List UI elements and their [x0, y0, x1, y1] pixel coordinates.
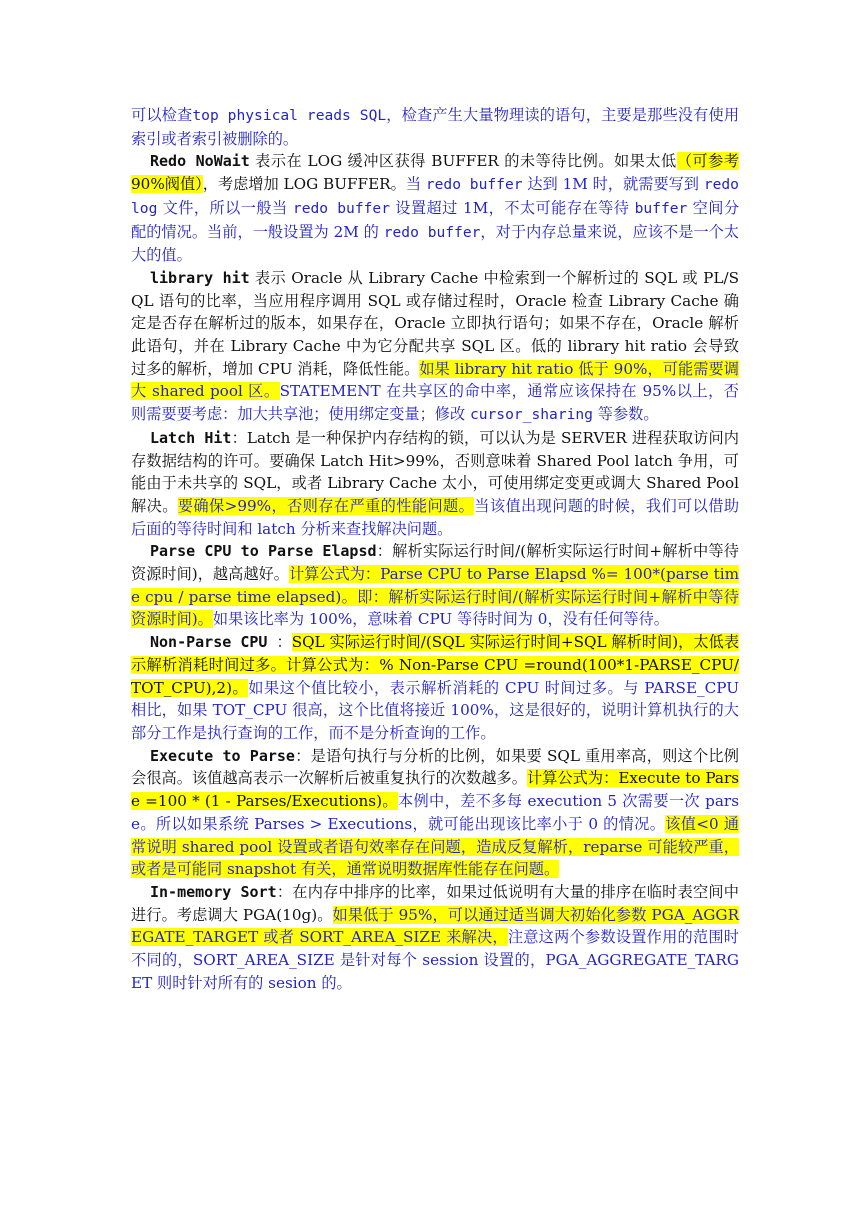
text-segment: 计算公式为：Parse CPU to Parse Elapsd %= 100*(parse time cpu / parse time elapsed)。即：解析实际运行时间/(解析实际运行时间+解析中等待资源时间)。	[131, 565, 739, 629]
text-segment: STATEMENT 在共享区的命中率，通常应该保持在 95%以上，否则需要要考虑：加大共享池；使用绑定变量；修改	[131, 382, 739, 424]
paragraph-library-hit	[131, 267, 739, 427]
term-label: Non-Parse CPU	[150, 633, 277, 652]
text-segment: 设置超过 1M，不太可能存在等待	[390, 198, 635, 217]
paragraph-redo-nowait	[131, 150, 739, 267]
text-segment: redo buffer	[383, 223, 481, 241]
paragraph-physical-reads	[131, 104, 739, 150]
text-segment: 该值<0 通常说明 shared pool 设置或者语句效率存在问题，造成反复解析，reparse 可能较严重，或者是可能同 snapshot 有关，通常说明数据库性能存在问题。	[131, 814, 739, 879]
text-segment: 达到 1M 时，就需要写到	[522, 175, 704, 194]
text-segment: 注意这两个参数设置作用的范围时不同的，SORT_AREA_SIZE 是针对每个 session 设置的，PGA_AGGREGATE_TARGET 则时针对所有的 sesion 的。	[131, 928, 739, 992]
text-segment: ：	[276, 633, 292, 652]
text-segment: top physical reads SQL	[192, 107, 387, 124]
term-label: Latch Hit	[150, 428, 232, 447]
text-segment: 可以检查	[131, 106, 193, 124]
text-segment: 如果 library hit ratio 低于 90%，可能需要调大 shared pool 区。	[131, 359, 739, 401]
paragraph-in-memory-sort	[131, 881, 739, 995]
text-segment: 计算公式为：Execute to Parse =100 * (1 - Parses/Executions)。	[131, 769, 739, 811]
text-segment: 如果低于 95%，可以通过适当调大初始化参数 PGA_AGGREGATE_TARGET 或者 SORT_AREA_SIZE 来解决，	[131, 905, 739, 947]
text-segment: 空间分配的情况。当前，一般设置为 2M 的	[131, 198, 740, 241]
paragraph-non-parse-cpu	[131, 631, 739, 745]
text-segment: buffer	[634, 199, 688, 217]
term-label: library hit	[150, 268, 250, 287]
text-segment: ，对于内存总量来说，应该不是一个太大的值。	[131, 222, 739, 265]
document-body	[131, 104, 739, 994]
text-segment: （可参考 90%阀值）	[131, 152, 739, 194]
text-segment: 本例中，差不多每 execution 5 次需要一次 parse。所以如果系统 Parses > Executions，就可能出现该比率小于 0 的情况。	[131, 792, 739, 833]
text-segment: redo log	[131, 176, 739, 217]
text-segment: 当该值出现问题的时候，我们可以借助后面的等待时间和 latch 分析来查找解决问题。	[131, 496, 740, 538]
text-segment: redo buffer	[425, 176, 523, 194]
text-segment: 要确保>99%，否则存在严重的性能问题。	[177, 496, 475, 515]
term-label: Execute to Parse	[150, 746, 295, 765]
text-segment: ：Latch 是一种保护内存结构的锁，可以认为是 SERVER 进程获取访问内存数据结构的许可。要确保 Latch Hit>99%，否则意味着 Shared Pool latch 争用，可能由于未共享的 SQL，或者 Library Cache 太小，可使用绑定变更或调大 Shared Pool 解决。	[131, 428, 739, 515]
text-segment: ：在内存中排序的比率，如果过低说明有大量的排序在临时表空间中进行。考虑调大 PGA(10g)。	[131, 882, 739, 924]
term-label: Parse CPU to Parse Elapsd	[150, 542, 377, 561]
text-segment: ，检查产生大量物理读的语句，主要是那些没有使用索引或者索引被删除的。	[131, 106, 740, 148]
text-segment: redo buffer	[292, 199, 390, 217]
text-segment: 表示 Oracle 从 Library Cache 中检索到一个解析过的 SQL 或 PL/SQL 语句的比率，当应用程序调用 SQL 或存储过程时，Oracle 检查 Library Cache 确定是否存在解析过的版本，如果存在，Oracle 立即执行语句；如果不存在，Oracle 解析此语句，并在 Library Cache 中为它分配共享 SQL 区。低的 library hit ratio 会导致过多的解析，增加 CPU 消耗，降低性能。	[131, 268, 739, 378]
text-segment: 等参数。	[592, 405, 659, 424]
paragraph-latch-hit	[131, 427, 739, 541]
text-segment: ，考虑增加 LOG BUFFER。	[202, 175, 406, 194]
text-segment: 表示在 LOG 缓冲区获得 BUFFER 的未等待比例。如果太低	[249, 152, 677, 171]
paragraph-execute-to-parse	[131, 745, 739, 881]
text-segment: SQL 实际运行时间/(SQL 实际运行时间+SQL 解析时间)，太低表示解析消耗时间过多。计算公式为：% Non-Parse CPU =round(100*1-PARSE_CPU/TOT_CPU),2)。	[131, 633, 740, 697]
text-segment: 如果该比率为 100%，意味着 CPU 等待时间为 0，没有任何等待。	[212, 610, 669, 629]
text-segment: ：解析实际运行时间/(解析实际运行时间+解析中等待资源时间)，越高越好。	[131, 542, 739, 584]
term-label: In-memory Sort	[150, 882, 277, 901]
text-segment: ：是语句执行与分析的比例，如果要 SQL 重用率高，则这个比例会很高。该值越高表示一次解析后被重复执行的次数越多。	[131, 746, 739, 788]
text-segment: 文件，所以一般当	[157, 198, 293, 217]
text-segment: 如果这个值比较小，表示解析消耗的 CPU 时间过多。与 PARSE_CPU 相比，如果 TOT_CPU 很高，这个比值将接近 100%，这是很好的，说明计算机执行的大部分工作是执行查询的工作，而不是分析查询的工作。	[131, 678, 739, 742]
paragraph-parse-cpu	[131, 540, 739, 631]
term-label: Redo NoWait	[150, 152, 250, 171]
text-segment: 当	[405, 175, 426, 194]
text-segment: cursor_sharing	[469, 406, 593, 424]
